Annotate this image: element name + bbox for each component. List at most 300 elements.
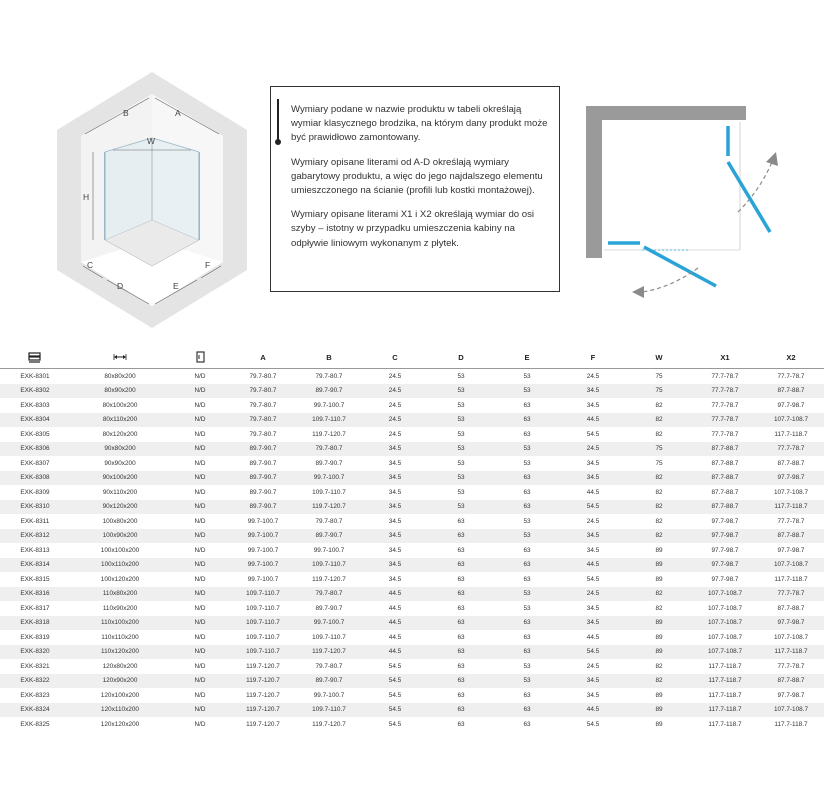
cell-x2: 97.7-98.7 [777,691,805,699]
cell-model: EXK-8318 [20,619,50,627]
cell-d: 63 [457,590,465,598]
plan-wall [586,106,746,258]
header-X1: X1 [720,352,730,362]
cell-e: 53 [523,677,531,685]
cell-model: EXK-8314 [20,561,50,569]
cell-x2: 117.7-118.7 [774,720,808,728]
cell-f: 34.5 [586,532,600,540]
label-C: C [87,260,94,270]
cell-e: 53 [523,532,531,540]
cell-size: 110x90x200 [102,604,138,612]
cell-size: 120x120x200 [100,720,140,728]
table-row [0,427,824,442]
cell-d: 63 [457,517,465,525]
cell-x1: 87.7-88.7 [711,503,739,511]
cell-x2: 87.7-88.7 [777,459,805,467]
cell-a: 119.7-120.7 [246,691,280,699]
cell-b: 119.7-120.7 [312,575,346,583]
cell-door: N/D [194,691,206,699]
cell-c: 24.5 [388,430,402,438]
cell-b: 79.7-80.7 [315,445,343,453]
isometric-cabin-diagram [55,70,250,330]
header-C: C [392,352,398,362]
table-row [0,717,824,732]
cell-door: N/D [194,488,206,496]
cell-model: EXK-8324 [20,706,50,714]
cell-a: 119.7-120.7 [246,662,280,670]
cell-a: 99.7-100.7 [247,532,279,540]
cell-door: N/D [194,445,206,453]
cell-w: 75 [655,459,663,467]
header-A: A [260,352,266,362]
cell-x2: 107.7-108.7 [773,416,809,424]
table-row [0,572,824,587]
cell-x2: 87.7-88.7 [777,677,805,685]
header-model-icon [0,346,70,369]
cell-model: EXK-8304 [20,416,50,424]
cell-door: N/D [194,561,206,569]
header-E: E [524,352,530,362]
cell-size: 120x80x200 [102,662,138,670]
cell-door: N/D [194,459,206,467]
cell-e: 63 [523,416,531,424]
cell-x1: 97.7-98.7 [711,575,739,583]
cell-a: 89.7-90.7 [249,445,277,453]
cell-d: 53 [457,372,465,380]
cell-e: 63 [523,619,531,627]
table-row [0,384,824,399]
cell-model: EXK-8319 [20,633,50,641]
cell-x2: 107.7-108.7 [773,561,809,569]
table-row [0,442,824,457]
cell-b: 89.7-90.7 [315,677,343,685]
cell-model: EXK-8310 [20,503,50,511]
cell-size: 90x80x200 [104,445,136,453]
cell-w: 82 [655,532,663,540]
cell-a: 99.7-100.7 [247,561,279,569]
table-row [0,674,824,689]
table-row [0,529,824,544]
note-paragraph: Wymiary podane w nazwie produktu w tabeli określają wymiar klasycznego brodzika, na którym dany produkt może być prawidłowo zamontowany. [291,104,548,144]
cell-d: 63 [457,691,465,699]
cell-w: 82 [655,430,663,438]
cell-d: 53 [457,430,465,438]
cell-c: 44.5 [388,619,402,627]
cell-size: 100x90x200 [102,532,138,540]
cell-c: 24.5 [388,387,402,395]
cell-d: 53 [457,401,465,409]
header-D: D [458,352,464,362]
table-row [0,500,824,515]
cell-w: 89 [655,633,663,641]
cell-f: 34.5 [586,474,600,482]
label-B: B [123,108,129,118]
cell-size: 120x110x200 [101,706,139,714]
cell-door: N/D [194,474,206,482]
cell-model: EXK-8325 [20,720,50,728]
cell-size: 80x110x200 [102,416,138,424]
cell-w: 75 [655,372,663,380]
cell-w: 82 [655,488,663,496]
cell-door: N/D [194,546,206,554]
cell-x2: 117.7-118.7 [774,503,808,511]
cell-model: EXK-8308 [20,474,50,482]
cell-c: 34.5 [388,517,402,525]
cell-e: 63 [523,430,531,438]
cell-w: 89 [655,706,663,714]
table-row [0,514,824,529]
cell-d: 53 [457,416,465,424]
cell-x2: 87.7-88.7 [777,604,805,612]
cell-a: 109.7-110.7 [246,648,280,656]
cell-d: 63 [457,575,465,583]
cell-a: 89.7-90.7 [249,488,277,496]
cell-c: 34.5 [388,503,402,511]
cell-b: 109.7-110.7 [312,488,346,496]
cell-w: 89 [655,648,663,656]
cell-x1: 117.7-118.7 [708,662,742,670]
plan-door-glass-right [728,162,770,232]
cell-a: 89.7-90.7 [249,474,277,482]
cell-f: 24.5 [586,662,600,670]
cell-model: EXK-8323 [20,691,50,699]
cell-b: 89.7-90.7 [315,532,343,540]
top-section [0,0,800,340]
cell-f: 34.5 [586,677,600,685]
header-F: F [590,352,596,362]
cell-door: N/D [194,517,206,525]
cell-size: 100x110x200 [101,561,139,569]
cell-e: 63 [523,546,531,554]
cell-x2: 107.7-108.7 [773,488,809,496]
cell-door: N/D [194,720,206,728]
cell-w: 82 [655,401,663,409]
cell-model: EXK-8313 [20,546,50,554]
cell-b: 89.7-90.7 [315,387,343,395]
label-F: F [205,260,211,270]
cell-d: 53 [457,459,465,467]
cell-x1: 117.7-118.7 [708,677,742,685]
cell-a: 119.7-120.7 [246,720,280,728]
cell-d: 63 [457,633,465,641]
cell-w: 82 [655,517,663,525]
cell-a: 109.7-110.7 [246,590,280,598]
cell-c: 44.5 [388,633,402,641]
cell-w: 82 [655,474,663,482]
cell-door: N/D [194,590,206,598]
model-icon [28,351,42,363]
cell-c: 54.5 [388,706,402,714]
cell-b: 109.7-110.7 [312,706,346,714]
cell-x2: 107.7-108.7 [773,633,809,641]
cell-e: 53 [523,372,531,380]
cell-e: 63 [523,648,531,656]
cell-a: 99.7-100.7 [247,517,279,525]
cell-a: 79.7-80.7 [249,401,277,409]
cell-x1: 77.7-78.7 [711,401,739,409]
cell-d: 53 [457,445,465,453]
cell-e: 53 [523,387,531,395]
cell-c: 54.5 [388,677,402,685]
cell-c: 54.5 [388,662,402,670]
cell-w: 82 [655,662,663,670]
cell-x2: 107.7-108.7 [773,706,809,714]
table-row [0,558,824,573]
cell-model: EXK-8317 [20,604,50,612]
cell-size: 90x100x200 [102,474,138,482]
cell-d: 53 [457,387,465,395]
cell-b: 109.7-110.7 [312,416,346,424]
cell-a: 119.7-120.7 [246,706,280,714]
cell-x1: 107.7-108.7 [707,590,743,598]
cell-f: 34.5 [586,691,600,699]
cell-x1: 87.7-88.7 [711,474,739,482]
cell-d: 63 [457,619,465,627]
cell-c: 54.5 [388,720,402,728]
header-B: B [326,352,332,362]
cell-model: EXK-8305 [20,430,50,438]
header-width-icon [70,346,170,369]
swing-arrow-right-head [766,152,778,166]
cell-size: 80x80x200 [104,372,136,380]
table-row [0,601,824,616]
cell-f: 44.5 [586,488,600,496]
cell-w: 82 [655,604,663,612]
cell-w: 82 [655,590,663,598]
cell-e: 53 [523,517,531,525]
cell-f: 44.5 [586,633,600,641]
cell-a: 89.7-90.7 [249,503,277,511]
cell-x1: 117.7-118.7 [708,706,742,714]
cell-b: 119.7-120.7 [312,503,346,511]
cell-b: 99.7-100.7 [313,546,345,554]
cell-a: 119.7-120.7 [246,677,280,685]
cell-door: N/D [194,372,206,380]
cell-model: EXK-8303 [20,401,50,409]
cell-a: 109.7-110.7 [246,604,280,612]
cell-c: 34.5 [388,532,402,540]
cell-c: 24.5 [388,416,402,424]
cell-w: 89 [655,691,663,699]
table-row [0,703,824,718]
cell-x2: 97.7-98.7 [777,401,805,409]
table-body [0,369,824,732]
cell-f: 34.5 [586,546,600,554]
cell-f: 54.5 [586,648,600,656]
cell-b: 79.7-80.7 [315,590,343,598]
cell-e: 63 [523,401,531,409]
cell-d: 53 [457,488,465,496]
cell-c: 34.5 [388,474,402,482]
cell-x1: 77.7-78.7 [711,372,739,380]
cell-a: 79.7-80.7 [249,387,277,395]
cell-x1: 87.7-88.7 [711,459,739,467]
cell-c: 44.5 [388,648,402,656]
cell-door: N/D [194,401,206,409]
cell-d: 63 [457,546,465,554]
cell-door: N/D [194,387,206,395]
cell-c: 24.5 [388,401,402,409]
table-row [0,645,824,660]
header-door-icon [170,346,230,369]
cell-size: 90x90x200 [104,459,136,467]
table-row [0,587,824,602]
cell-model: EXK-8311 [20,517,50,525]
table-row [0,659,824,674]
cell-x1: 77.7-78.7 [711,416,739,424]
cell-b: 119.7-120.7 [312,430,346,438]
cell-e: 63 [523,633,531,641]
note-accent-dot [275,139,281,145]
label-E: E [173,281,179,291]
cell-size: 120x100x200 [100,691,140,699]
cell-size: 100x80x200 [102,517,138,525]
cell-model: EXK-8302 [20,387,50,395]
cell-size: 100x100x200 [100,546,140,554]
cell-w: 89 [655,575,663,583]
cell-x1: 87.7-88.7 [711,445,739,453]
cell-e: 63 [523,474,531,482]
cell-b: 99.7-100.7 [313,691,345,699]
cell-x2: 117.7-118.7 [774,575,808,583]
label-W: W [147,136,156,146]
cell-door: N/D [194,633,206,641]
cell-e: 63 [523,488,531,496]
note-text [291,103,553,261]
cell-f: 54.5 [586,503,600,511]
cell-w: 82 [655,503,663,511]
cell-d: 63 [457,604,465,612]
cell-d: 53 [457,474,465,482]
cell-model: EXK-8312 [20,532,50,540]
cell-w: 89 [655,561,663,569]
table-row [0,630,824,645]
cell-e: 53 [523,662,531,670]
cell-door: N/D [194,662,206,670]
cell-a: 109.7-110.7 [246,633,280,641]
table-row [0,543,824,558]
cell-f: 34.5 [586,604,600,612]
table-header-row [0,346,824,369]
table-row [0,413,824,428]
cell-b: 119.7-120.7 [312,720,346,728]
cell-x2: 97.7-98.7 [777,546,805,554]
cell-door: N/D [194,503,206,511]
cell-e: 53 [523,590,531,598]
note-paragraph: Wymiary opisane literami od A-D określają wymiary gabarytowy produktu, a więc do jego najdalszego elementu umieszczonego na ścianie (profili lub kostki montażowej). [291,156,543,197]
cell-b: 79.7-80.7 [315,372,343,380]
cell-x1: 77.7-78.7 [711,430,739,438]
cell-x1: 107.7-108.7 [707,633,743,641]
cell-e: 63 [523,691,531,699]
cell-door: N/D [194,648,206,656]
cell-c: 34.5 [388,445,402,453]
cell-b: 79.7-80.7 [315,517,343,525]
cell-a: 99.7-100.7 [247,546,279,554]
cell-a: 109.7-110.7 [246,619,280,627]
cell-model: EXK-8306 [20,445,50,453]
cell-f: 34.5 [586,401,600,409]
cell-door: N/D [194,619,206,627]
cell-f: 24.5 [586,590,600,598]
cell-f: 24.5 [586,372,600,380]
header-X2: X2 [786,352,796,362]
cell-a: 89.7-90.7 [249,459,277,467]
cell-model: EXK-8307 [20,459,50,467]
cell-e: 63 [523,503,531,511]
cell-x2: 97.7-98.7 [777,619,805,627]
cell-x2: 77.7-78.7 [777,662,805,670]
cell-model: EXK-8315 [20,575,50,583]
label-H: H [83,192,90,202]
cell-c: 44.5 [388,590,402,598]
cell-size: 120x90x200 [102,677,138,685]
width-icon [113,351,127,363]
note-accent-bar [277,99,279,143]
cell-x2: 117.7-118.7 [774,648,808,656]
cell-b: 109.7-110.7 [312,561,346,569]
cell-size: 80x120x200 [102,430,138,438]
cell-door: N/D [194,575,206,583]
cell-a: 99.7-100.7 [247,575,279,583]
cell-x1: 77.7-78.7 [711,387,739,395]
cell-f: 44.5 [586,561,600,569]
note-paragraph: Wymiary opisane literami X1 i X2 określają wymiar do osi szyby – istotny w przypadku umieszczenia kabiny na odpływie liniowym wykonanym z płytek. [291,209,535,249]
cell-a: 79.7-80.7 [249,372,277,380]
cell-model: EXK-8320 [20,648,50,656]
cell-size: 90x110x200 [102,488,138,496]
cell-e: 63 [523,720,531,728]
cell-door: N/D [194,430,206,438]
cell-f: 44.5 [586,706,600,714]
info-note-box [270,86,560,292]
cell-b: 109.7-110.7 [312,633,346,641]
table-row [0,485,824,500]
cell-d: 63 [457,720,465,728]
cell-w: 75 [655,445,663,453]
cell-w: 89 [655,619,663,627]
cell-e: 63 [523,575,531,583]
cell-e: 63 [523,706,531,714]
label-D: D [117,281,124,291]
cell-e: 53 [523,459,531,467]
cell-x2: 77.7-78.7 [777,517,805,525]
table-row [0,456,824,471]
cell-e: 53 [523,445,531,453]
cell-b: 79.7-80.7 [315,662,343,670]
cell-d: 63 [457,706,465,714]
cell-b: 99.7-100.7 [313,401,345,409]
cell-x2: 87.7-88.7 [777,387,805,395]
cell-door: N/D [194,677,206,685]
cell-c: 24.5 [388,372,402,380]
cell-door: N/D [194,532,206,540]
cell-x1: 107.7-108.7 [707,604,743,612]
cell-model: EXK-8301 [20,372,50,380]
table-row [0,688,824,703]
cell-size: 90x120x200 [102,503,138,511]
cell-model: EXK-8321 [20,662,50,670]
cell-f: 44.5 [586,416,600,424]
spec-table [0,346,824,732]
cell-f: 54.5 [586,430,600,438]
cell-model: EXK-8322 [20,677,50,685]
cell-w: 82 [655,677,663,685]
cell-x1: 117.7-118.7 [708,720,742,728]
cell-x2: 97.7-98.7 [777,474,805,482]
cell-size: 100x120x200 [100,575,140,583]
cell-e: 53 [523,604,531,612]
